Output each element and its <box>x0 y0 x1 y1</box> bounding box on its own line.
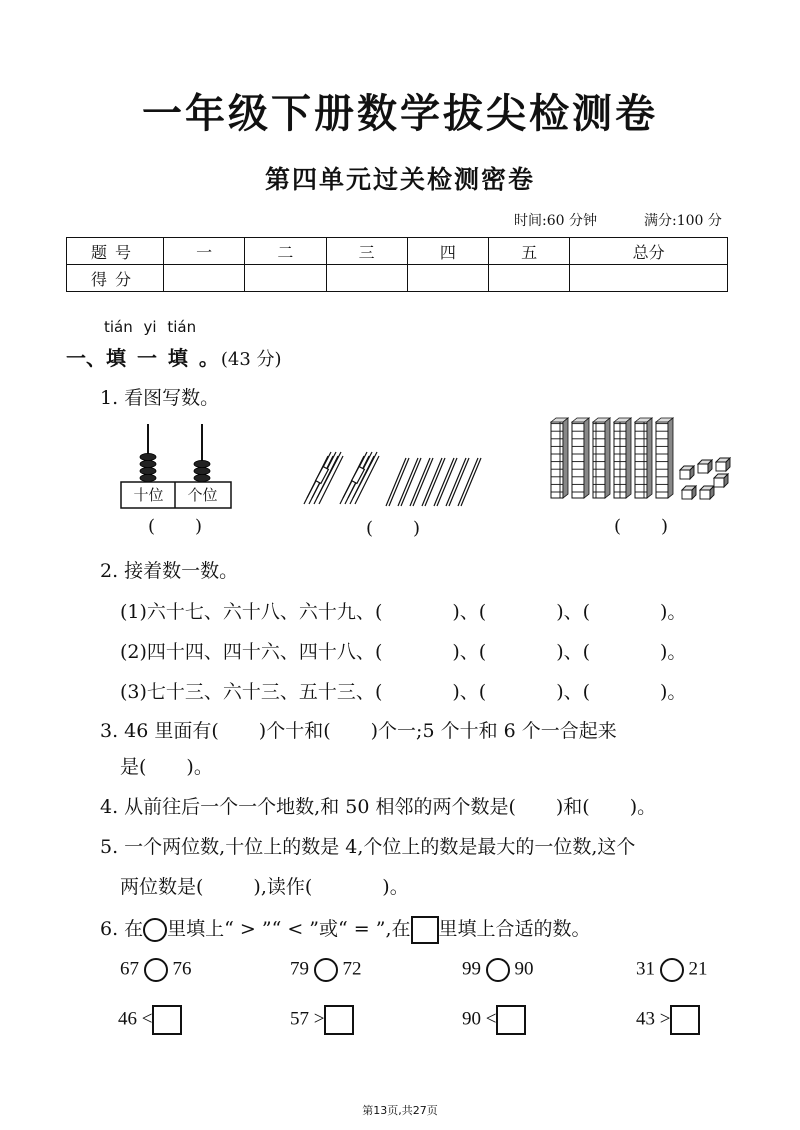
unit-cube <box>700 486 714 499</box>
q5-line1: 5. 一个两位数,十位上的数是 4,个位上的数是最大的一位数,这个 <box>100 836 636 858</box>
ten-rod <box>656 418 673 498</box>
q2-item: (2)四十四、四十六、四十八、( )、( )、( )。 <box>120 641 687 663</box>
compare-item: 79 72 <box>290 958 362 982</box>
square-symbol <box>411 916 439 944</box>
section-points: (43 分) <box>220 349 282 370</box>
score-entry[interactable] <box>489 265 570 292</box>
score-table <box>66 237 728 292</box>
abacus-bead <box>140 467 156 474</box>
q1-answer-cubes[interactable]: ( ) <box>614 516 669 537</box>
q1-answer-abacus[interactable]: ( ) <box>148 516 203 537</box>
abacus-ones-label: 个位 <box>187 486 218 504</box>
unit-cube <box>680 466 694 479</box>
q5-line2: 两位数是( ),读作( )。 <box>120 876 409 898</box>
section-heading <box>66 342 282 371</box>
q1-answer-sticks[interactable]: ( ) <box>366 518 421 539</box>
unit-cube <box>714 474 728 487</box>
paper-title: 一年级下册数学拔尖检测卷 <box>142 91 658 137</box>
q2-item-seq: 六十七、六十八、六十九、 <box>146 601 375 623</box>
q2-item-num: (3) <box>120 681 147 703</box>
q3-line2: 是( )。 <box>120 756 213 778</box>
q6-instructions: 6. 在 里填上“ > ”“ < ”或“ = ”,在 里填上合适的数。 <box>100 914 591 944</box>
full-score: 满分:100 分 <box>644 213 722 229</box>
section-number: 一、 <box>66 346 106 370</box>
q2-item-num: (1) <box>120 601 147 623</box>
score-entry[interactable] <box>407 265 488 292</box>
fill-item: 43 > <box>636 1005 700 1035</box>
ten-rod <box>593 418 610 498</box>
score-cell: 总分 <box>570 238 728 265</box>
unit-cube <box>682 486 696 499</box>
compare-circle[interactable] <box>314 958 338 982</box>
sticks-figure <box>300 448 482 512</box>
q2-item: (3)七十三、六十三、五十三、( )、( )、( )。 <box>120 681 687 703</box>
score-table-header-row <box>67 238 728 265</box>
stick-bundle <box>304 452 343 504</box>
abacus-bead <box>140 474 156 481</box>
ten-rod <box>551 418 568 498</box>
abacus-bead <box>194 460 210 467</box>
q3-line1: 3. 46 里面有( )个十和( )个一;5 个十和 6 个一合起来 <box>100 720 617 742</box>
q2-item: (1)六十七、六十八、六十九、( )、( )、( )。 <box>120 601 687 623</box>
ten-rod <box>572 418 589 498</box>
unit-cubes <box>680 458 730 499</box>
abacus-bead <box>140 460 156 467</box>
fill-item: 46 < <box>118 1005 182 1035</box>
abacus-bead <box>194 467 210 474</box>
unit-cube <box>698 460 712 473</box>
abacus-tens-label: 十位 <box>133 486 164 504</box>
ten-rods <box>551 418 673 498</box>
compare-circle[interactable] <box>660 958 684 982</box>
q2-text: 2. 接着数一数。 <box>100 560 239 582</box>
score-cell: 题号 <box>67 238 164 265</box>
compare-item: 67 76 <box>120 958 192 982</box>
unit-cube <box>716 458 730 471</box>
stick-bundle <box>340 452 379 504</box>
compare-item: 31 21 <box>636 958 708 982</box>
compare-circle[interactable] <box>144 958 168 982</box>
q2-item-num: (2) <box>120 641 147 663</box>
fill-item: 57 > <box>290 1005 354 1035</box>
ten-rod <box>635 418 652 498</box>
score-cell: 一 <box>164 238 245 265</box>
fill-item: 90 < <box>462 1005 526 1035</box>
score-cell: 二 <box>245 238 326 265</box>
score-entry[interactable] <box>245 265 326 292</box>
circle-symbol <box>143 918 167 942</box>
score-cell: 得分 <box>67 265 164 292</box>
page-footer: 第13页,共27页 <box>362 1104 438 1117</box>
fill-square[interactable] <box>324 1005 354 1035</box>
fill-square[interactable] <box>670 1005 700 1035</box>
compare-item: 99 90 <box>462 958 534 982</box>
score-entry[interactable] <box>570 265 728 292</box>
score-cell: 五 <box>489 238 570 265</box>
cubes-figure <box>548 416 734 512</box>
q1-text: 1. 看图写数。 <box>100 387 220 409</box>
loose-sticks <box>386 458 481 506</box>
fill-square[interactable] <box>496 1005 526 1035</box>
fill-square[interactable] <box>152 1005 182 1035</box>
score-cell: 三 <box>326 238 407 265</box>
abacus-bead <box>140 453 156 460</box>
score-cell: 四 <box>407 238 488 265</box>
compare-circle[interactable] <box>486 958 510 982</box>
abacus-bead <box>194 474 210 481</box>
paper-subtitle: 第四单元过关检测密卷 <box>264 165 535 194</box>
score-entry[interactable] <box>326 265 407 292</box>
q2-item-seq: 四十四、四十六、四十八、 <box>146 641 375 663</box>
section-title: 填 一 填 。 <box>106 346 221 370</box>
score-entry[interactable] <box>164 265 245 292</box>
score-table-score-row <box>67 265 728 292</box>
q4-line: 4. 从前往后一个一个地数,和 50 相邻的两个数是( )和( )。 <box>100 796 657 818</box>
section-pinyin: tián yi tián <box>104 318 197 336</box>
time-limit: 时间:60 分钟 <box>514 213 597 229</box>
ten-rod <box>614 418 631 498</box>
q2-item-seq: 七十三、六十三、五十三、 <box>146 681 375 703</box>
